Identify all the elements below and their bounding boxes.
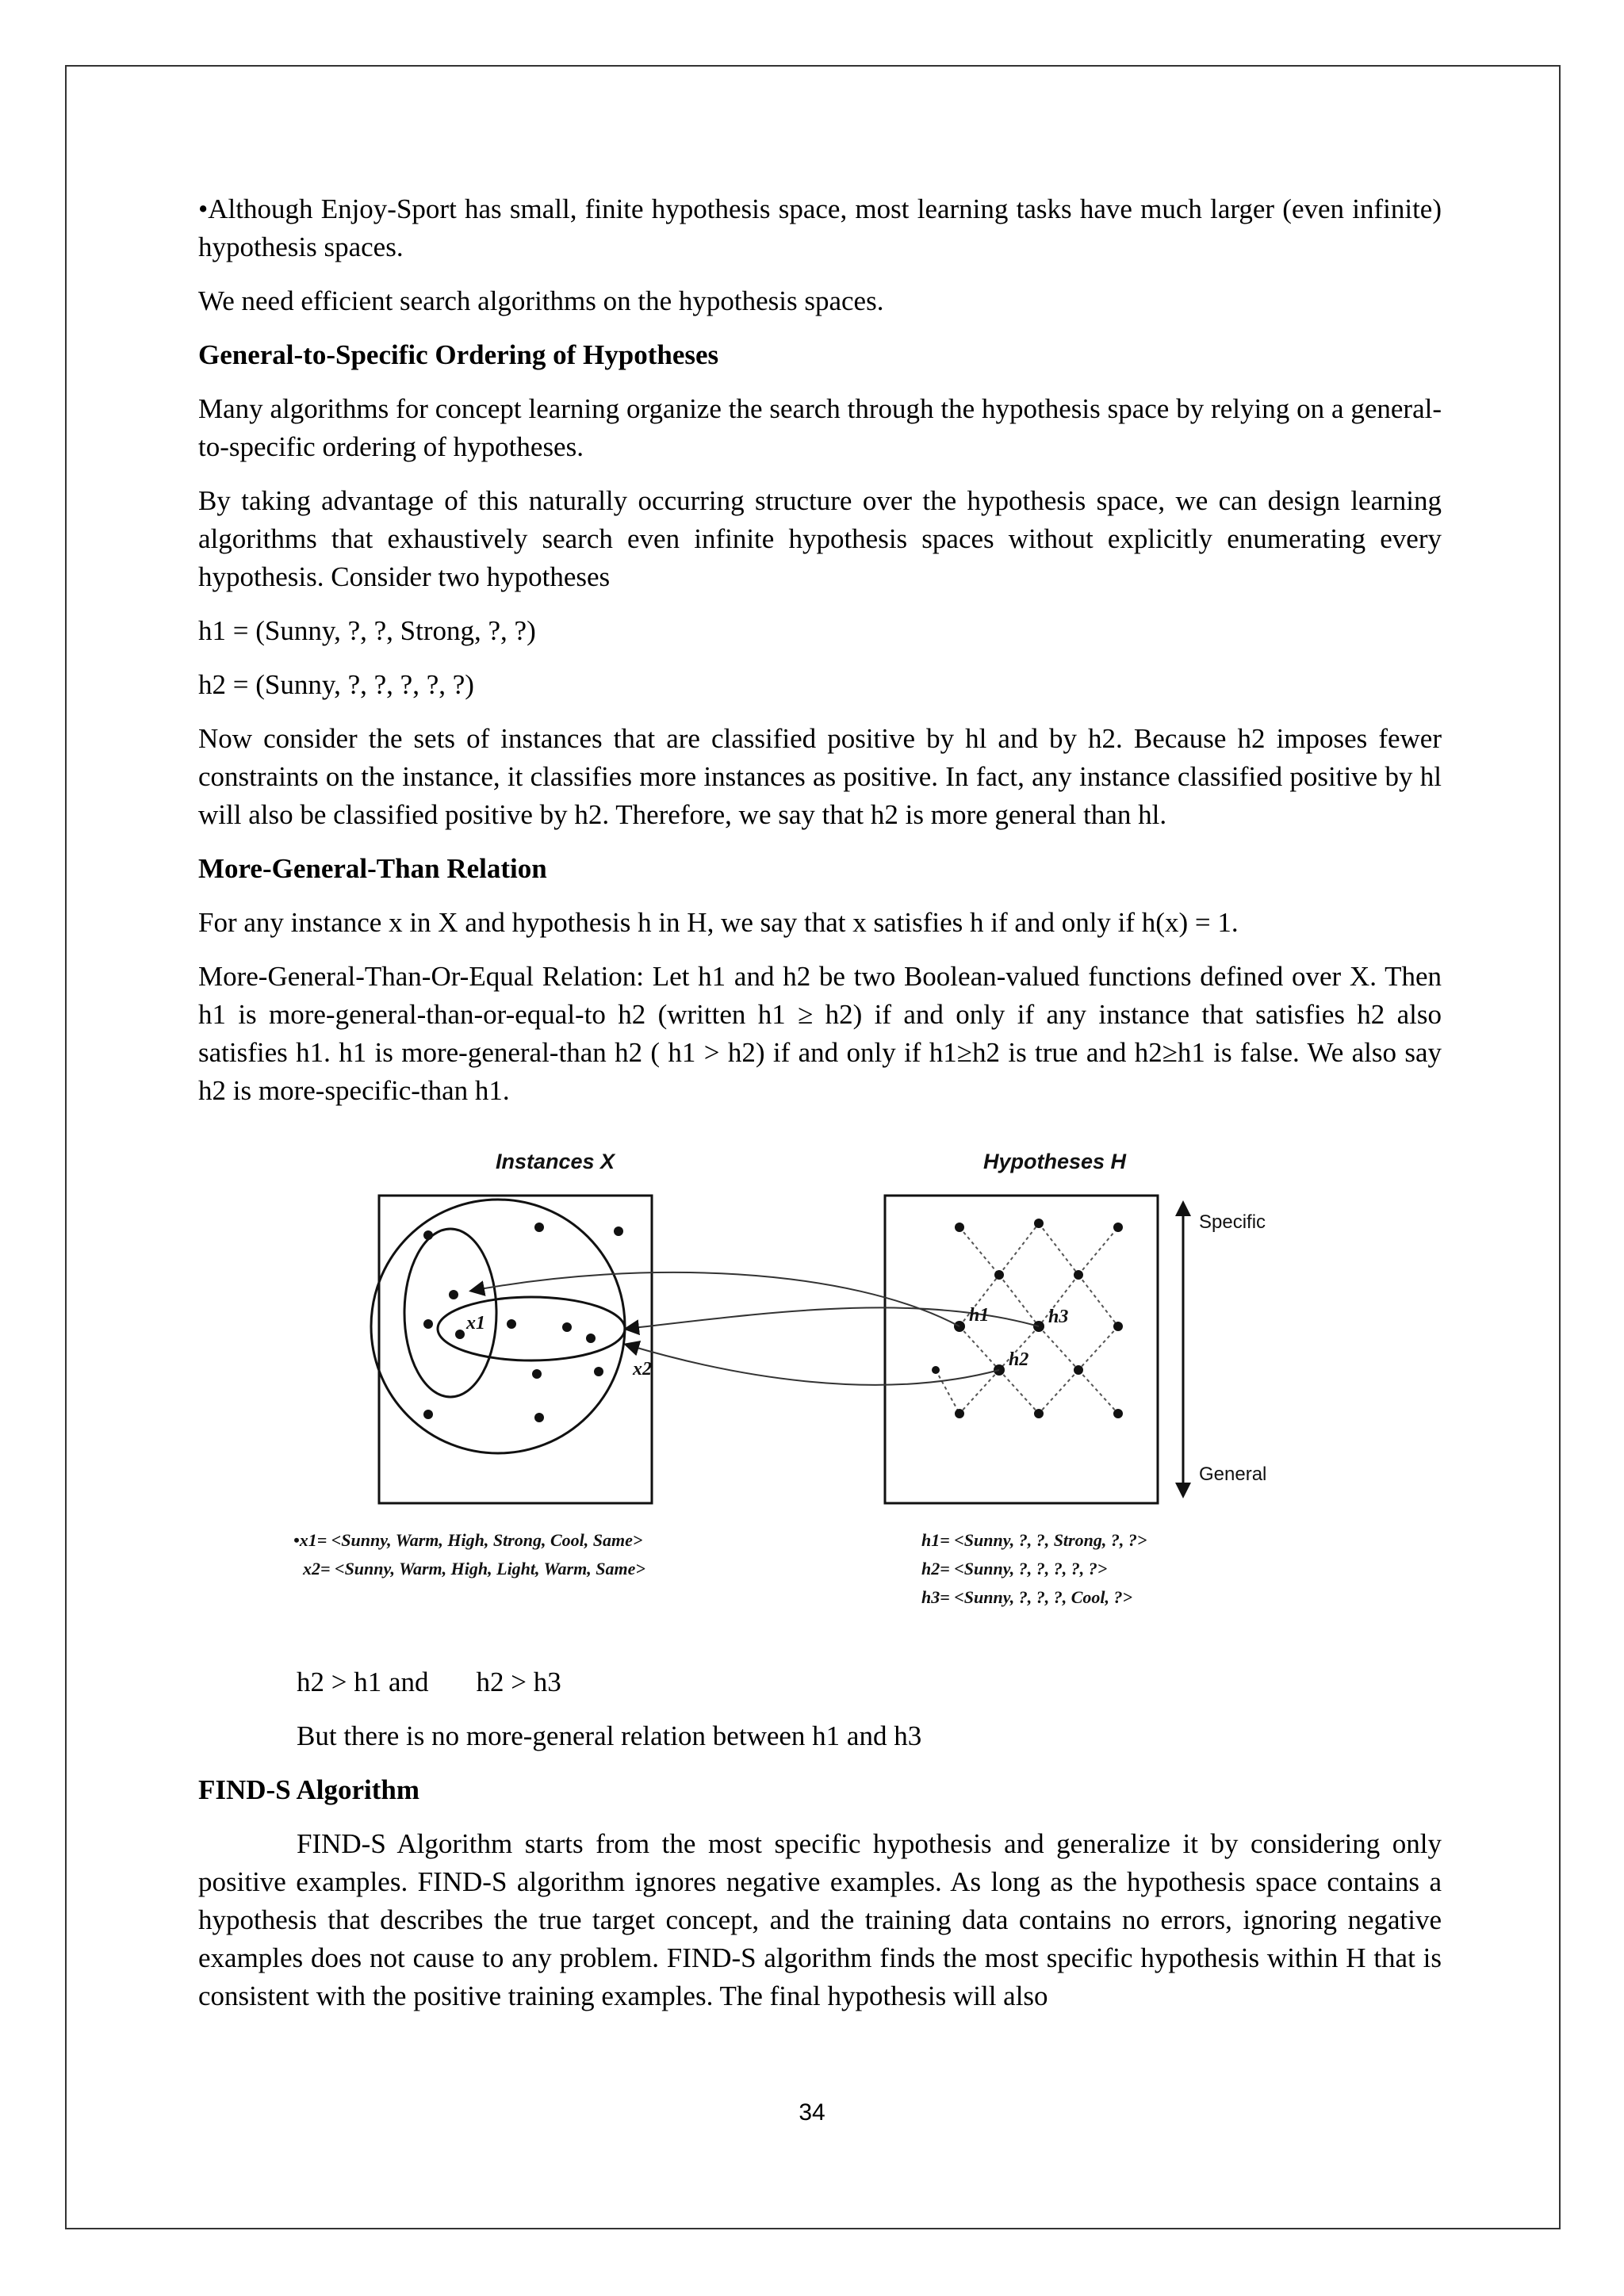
heading-general-to-specific: General-to-Specific Ordering of Hypotheses — [198, 339, 719, 370]
paragraph-enjoy-sport: •Although Enjoy-Sport has small, finite hypothesis space, most learning tasks have much larger (even infinite) hypothesis spaces. — [198, 193, 1442, 262]
x2-definition: x2= <Sunny, Warm, High, Light, Warm, Same> — [303, 1559, 645, 1578]
page-content — [198, 190, 1442, 2015]
relation-h2-h3: h2 > h3 — [476, 1667, 561, 1697]
hypothesis-dots — [932, 1219, 1123, 1418]
instances-box — [379, 1196, 652, 1503]
x1-definition: •x1= <Sunny, Warm, High, Strong, Cool, Same> — [293, 1530, 643, 1550]
instance-dots — [423, 1223, 623, 1422]
h1-definition: h1 = (Sunny, ?, ?, Strong, ?, ?) — [198, 615, 536, 646]
page-number: 34 — [799, 2099, 825, 2126]
h1-figure-definition: h1= <Sunny, ?, ?, Strong, ?, ?> — [921, 1530, 1147, 1550]
hypotheses-title: Hypotheses H — [983, 1150, 1127, 1173]
no-relation-line: But there is no more-general relation between h1 and h3 — [297, 1720, 922, 1751]
paragraph-search-algorithms: We need efficient search algorithms on the hypothesis spaces. — [198, 285, 884, 316]
instances-hypotheses-figure — [198, 1140, 1442, 1647]
general-label: General — [1199, 1464, 1267, 1485]
h2-label: h2 — [1009, 1349, 1029, 1370]
hypothesis-lattice — [936, 1223, 1118, 1414]
relation-h2-h1: h2 > h1 and — [297, 1667, 429, 1697]
relation-line — [297, 1663, 1442, 1701]
instances-title: Instances X — [496, 1150, 615, 1173]
paragraph-satisfies: For any instance x in X and hypothesis h in H, we say that x satisfies h if and only if h(x) = 1. — [198, 907, 1239, 938]
h2-definition: h2 = (Sunny, ?, ?, ?, ?, ?) — [198, 669, 474, 700]
paragraph-more-general-or-equal: More-General-Than-Or-Equal Relation: Let h1 and h2 be two Boolean-valued functions defined over X. Then h1 is more-general-than-or-equal-to h2 (written h1 ≥ h2) if and only if any instance that satisfies h2 also satisfies h1. h1 is more-general-than h2 ( h1 > h2) if and only if h1≥h2 is true and h2≥h1 is false. We also say h2 is more-specific-than h1. — [198, 961, 1442, 1106]
paragraph-find-s: FIND-S Algorithm starts from the most specific hypothesis and generalize it by considering only positive examples. FIND-S algorithm ignores negative examples. As long as the hypothesis space contains a hypothesis that describes the true target concept, and the training data contains no errors, ignoring negative examples does not cause to any problem. FIND-S algorithm finds the most specific hypothesis within H that is consistent with the positive training examples. The final hypothesis will also — [198, 1828, 1442, 2011]
h2-figure-definition: h2= <Sunny, ?, ?, ?, ?, ?> — [921, 1559, 1108, 1578]
paragraph-organize-search: Many algorithms for concept learning organize the search through the hypothesis space by relying on a general-to-specific ordering of hypotheses. — [198, 393, 1442, 462]
specific-label: Specific — [1199, 1211, 1266, 1233]
instances-large-circle — [371, 1200, 625, 1453]
x2-label: x2 — [633, 1359, 652, 1380]
arrow-h2-to-set — [626, 1345, 999, 1385]
h3-figure-definition: h3= <Sunny, ?, ?, ?, Cool, ?> — [921, 1587, 1133, 1607]
heading-more-general-than: More-General-Than Relation — [198, 853, 547, 884]
paragraph-naturally-occurring: By taking advantage of this naturally occurring structure over the hypothesis space, we can design learning algorithms that exhaustively search even infinite hypothesis spaces without explicitly enumerating every hypothesis. Consider two hypotheses — [198, 485, 1442, 592]
h1-label: h1 — [969, 1305, 990, 1326]
heading-find-s: FIND-S Algorithm — [198, 1774, 420, 1805]
x1-label: x1 — [466, 1313, 485, 1334]
h3-label: h3 — [1048, 1307, 1069, 1327]
paragraph-sets-of-instances: Now consider the sets of instances that are classified positive by hl and by h2. Because h2 imposes fewer constraints on the instance, it classifies more instances as positive. In fact, any instance classified positive by hl will also be classified positive by h2. Therefore, we say that h2 is more general than hl. — [198, 723, 1442, 830]
